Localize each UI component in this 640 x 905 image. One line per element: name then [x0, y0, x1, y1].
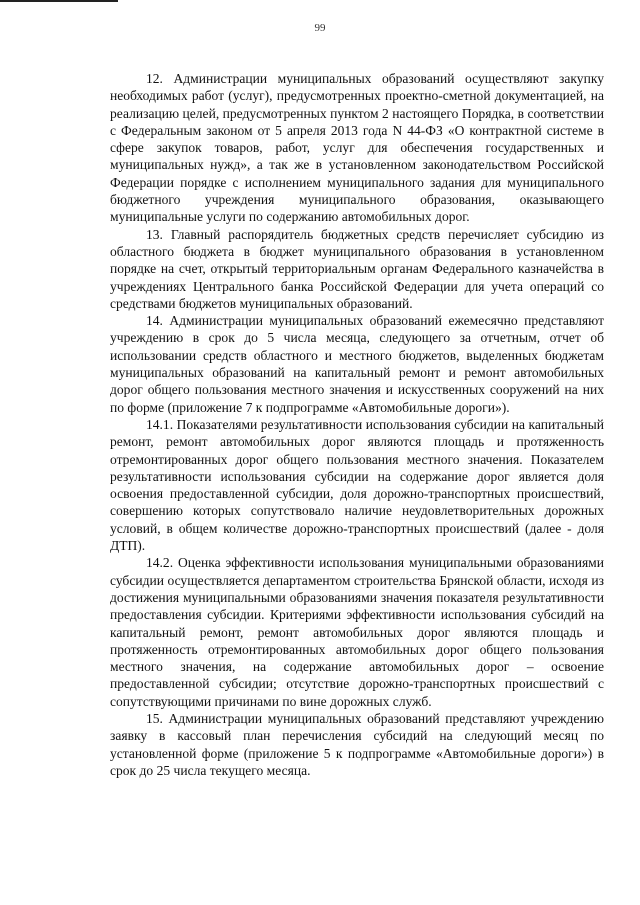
top-rule — [0, 0, 118, 2]
paragraph-15: 15. Администрации муниципальных образований представляют учреждению заявку в кассовый план перечисления субсидий на следующий месяц по установленной форме (приложение 5 к подпрограмме «Автомобильные дороги») в срок до 25 числа текущего месяца. — [110, 710, 604, 778]
paragraph-13: 13. Главный распорядитель бюджетных средств перечисляет субсидию из областного бюджета в бюджет муниципального образования в установленном порядке на счет, открытый территориальным органам Федерального казначейства в учреждениях Центрального банка Российской Федерации для учета операций со средствами бюджетов муниципальных образований. — [110, 226, 604, 311]
paragraph-12: 12. Администрации муниципальных образований осуществляют закупку необходимых работ (услуг), предусмотренных проектно-сметной документацией, на реализацию целей, предусмотренных пунктом 2 настоящего Порядка, в соответствии с Федеральным законом от 5 апреля 2013 года N 44-ФЗ «О контрактной системе в сфере закупок товаров, работ, услуг для обеспечения государственных и муниципальных нужд», а так же в установленном законодательством Российской Федерации порядке с исполнением муниципального задания для муниципального бюджетного учреждения муниципального образования, оказывающего муниципальные услуги по содержанию автомобильных дорог. — [110, 71, 604, 225]
paragraph-14-2: 14.2. Оценка эффективности использования муниципальными образованиями субсидии осуществляется департаментом строительства Брянской области, исходя из достижения муниципальными образованиями значения показателя результативности предоставления субсидии. Критериями эффективности использования субсидий на капитальный ремонт, ремонт автомобильных дорог являются площадь и протяженность отремонтированных автомобильных дорог общего пользования местного значения, на содержание автомобильных дорог – освоение предоставленной субсидии; отсутствие дорожно-транспортных происшествий с сопутствующими причинами по вине дорожных служб. — [110, 555, 604, 709]
paragraph-14-1: 14.1. Показателями результативности использования субсидии на капитальный ремонт, ремонт автомобильных дорог являются площадь и протяженность отремонтированных дорог общего пользования местного значения. Показателем результативности использования субсидии на содержание дорог является доля освоения предоставленной субсидии, доля дорожно-транспортных происшествий, совершению которых сопутствовало наличие неудовлетворительных дорожных условий, в общем количестве дорожно-транспортных происшествий (далее - доля ДТП). — [110, 416, 604, 554]
paragraph-14: 14. Администрации муниципальных образований ежемесячно представляют учреждению в срок до 5 числа месяца, следующего за отчетным, отчет об использовании средств областного и местного бюджетов, выделенных бюджетам муниципальных образований на капитальный ремонт и ремонт автомобильных дорог общего пользования местного значения и искусственных сооружений на них по форме (приложение 7 к подпрограмме «Автомобильные дороги»). — [110, 313, 604, 415]
document-body — [110, 70, 604, 779]
page-number: 99 — [314, 22, 326, 34]
